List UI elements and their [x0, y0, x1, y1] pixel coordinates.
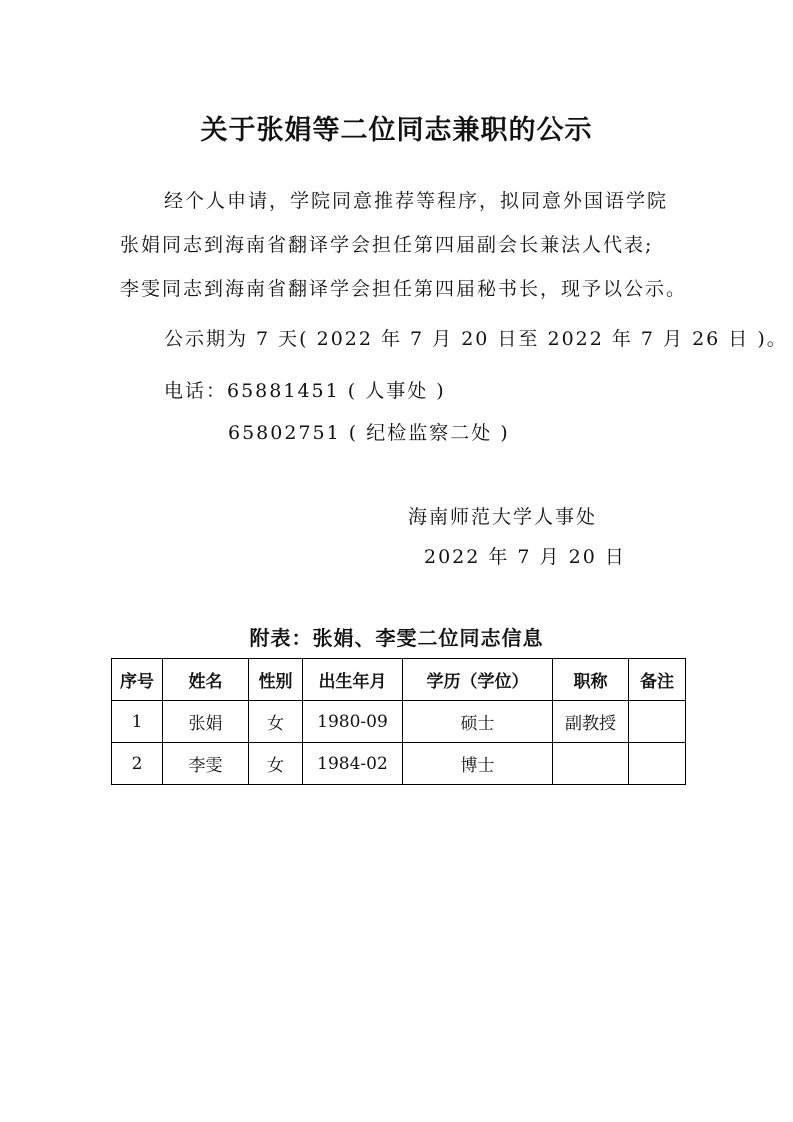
page-title: 关于张娟等二位同志兼职的公示	[200, 115, 593, 146]
header-index: 序号	[112, 659, 163, 701]
cell-index: 2	[112, 743, 163, 785]
cell-education: 博士	[403, 743, 553, 785]
paragraph-line-2: 张娟同志到海南省翻译学会担任第四届副会长兼法人代表;	[120, 234, 654, 256]
cell-education: 硕士	[403, 701, 553, 743]
table-title: 附表：张娟、李雯二位同志信息	[249, 626, 544, 650]
info-table	[111, 658, 686, 785]
header-remarks: 备注	[629, 659, 686, 701]
table-row	[112, 701, 686, 743]
paragraph-line-1: 经个人申请，学院同意推荐等程序，拟同意外国语学院	[164, 190, 669, 212]
paragraph-line-3: 李雯同志到海南省翻译学会担任第四届秘书长，现予以公示。	[120, 278, 688, 300]
header-gender: 性别	[249, 659, 303, 701]
table-row	[112, 743, 686, 785]
signature-date: 2022 年 7 月 20 日	[424, 546, 626, 568]
phone-line-1: 电话：65881451 ( 人事处 )	[164, 380, 446, 402]
header-education: 学历（学位）	[403, 659, 553, 701]
cell-gender: 女	[249, 743, 303, 785]
cell-index: 1	[112, 701, 163, 743]
cell-gender: 女	[249, 701, 303, 743]
cell-title	[553, 743, 629, 785]
cell-title: 副教授	[553, 701, 629, 743]
phone-line-2: 65802751 ( 纪检监察二处 )	[228, 422, 510, 444]
header-birth: 出生年月	[303, 659, 403, 701]
table-header-row	[112, 659, 686, 701]
cell-remarks	[629, 701, 686, 743]
signature-org: 海南师范大学人事处	[408, 506, 598, 528]
header-title: 职称	[553, 659, 629, 701]
cell-remarks	[629, 743, 686, 785]
notice-period: 公示期为 7 天( 2022 年 7 月 20 日至 2022 年 7 月 26 日 )。	[164, 328, 788, 350]
cell-name: 张娟	[163, 701, 249, 743]
cell-birth: 1984-02	[303, 743, 403, 785]
header-name: 姓名	[163, 659, 249, 701]
cell-name: 李雯	[163, 743, 249, 785]
cell-birth: 1980-09	[303, 701, 403, 743]
